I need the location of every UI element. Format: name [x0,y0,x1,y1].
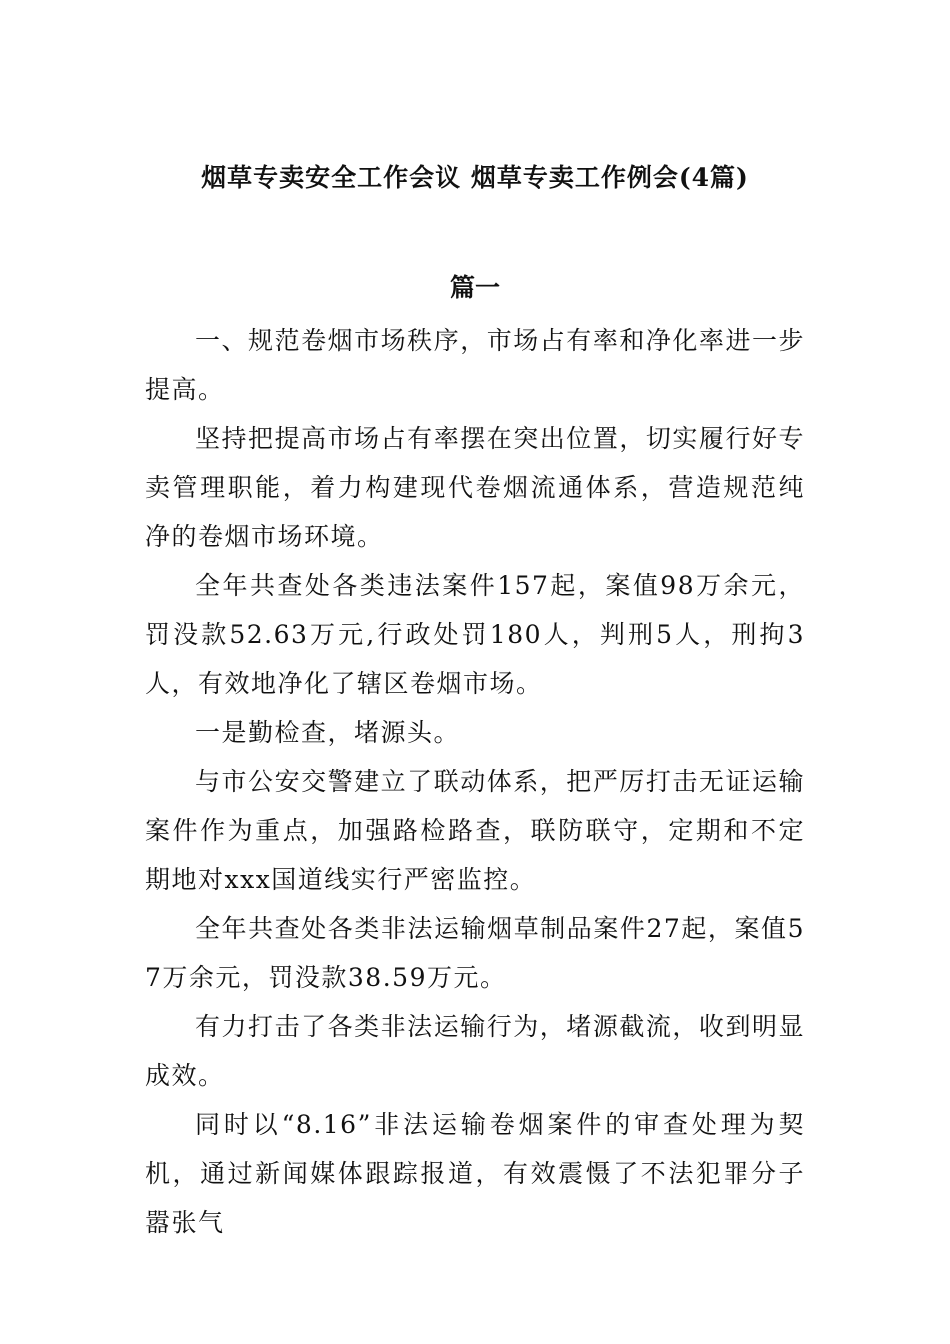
paragraph-7: 有力打击了各类非法运输行为，堵源截流，收到明显成效。 [145,1012,805,1090]
paragraph-6: 全年共查处各类非法运输烟草制品案件27起，案值57万余元，罚没款38.59万元。 [145,914,805,992]
paragraph-2: 坚持把提高市场占有率摆在突出位置，切实履行好专卖管理职能，着力构建现代卷烟流通体系，营造规范纯净的卷烟市场环境。 [145,424,805,551]
document-body [145,316,805,1247]
document-title: 烟草专卖安全工作会议 烟草专卖工作例会(4篇) [201,163,749,192]
paragraph-1: 一、规范卷烟市场秩序，市场占有率和净化率进一步提高。 [145,326,805,404]
paragraph-4: 一是勤检查，堵源头。 [195,718,461,747]
paragraph-8: 同时以“8.16”非法运输卷烟案件的审查处理为契机，通过新闻媒体跟踪报道，有效震慑了不法犯罪分子嚣张气 [145,1110,805,1237]
paragraph-5: 与市公安交警建立了联动体系，把严厉打击无证运输案件作为重点，加强路检路查，联防联守，定期和不定期地对xxx国道线实行严密监控。 [145,767,805,894]
paragraph-3: 全年共查处各类违法案件157起，案值98万余元，罚没款52.63万元,行政处罚180人，判刑5人，刑拘3人，有效地净化了辖区卷烟市场。 [145,571,805,698]
section-heading: 篇一 [449,273,500,302]
